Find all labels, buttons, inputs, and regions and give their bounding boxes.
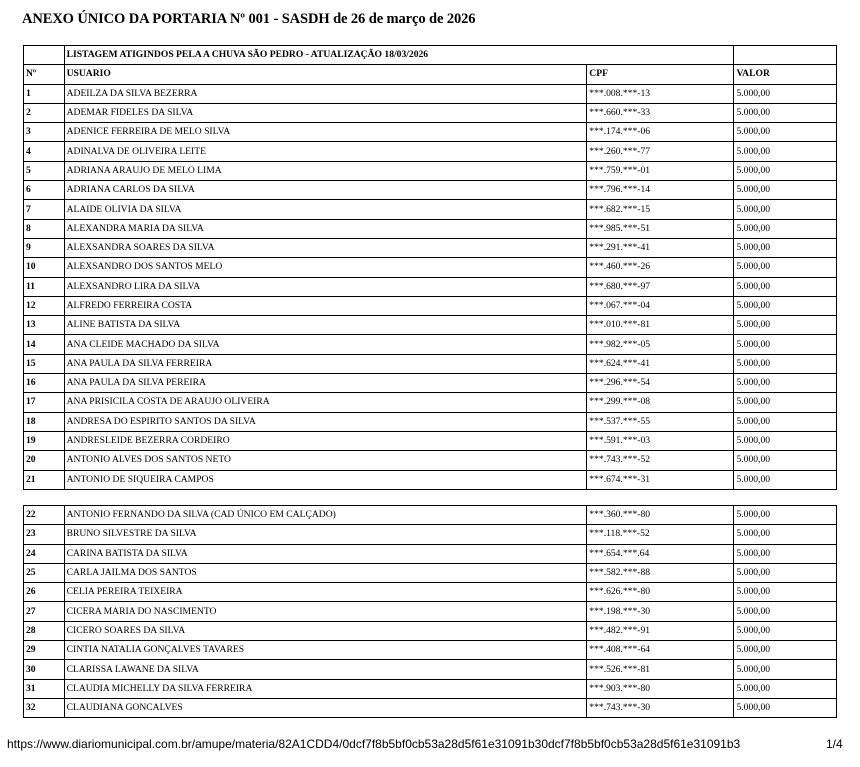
row-number: 17	[24, 393, 65, 412]
row-cpf: ***.626.***-80	[587, 583, 734, 602]
row-name: ALAIDE OLIVIA DA SILVA	[64, 200, 587, 219]
row-cpf: ***.460.***-26	[587, 258, 734, 277]
row-name: ADRIANA CARLOS DA SILVA	[64, 181, 587, 200]
row-cpf: ***.291.***-41	[587, 238, 734, 257]
row-cpf: ***.299.***-08	[587, 393, 734, 412]
column-header-value: VALOR	[734, 65, 837, 84]
row-number: 1	[24, 84, 65, 103]
column-header-row	[24, 65, 837, 84]
row-cpf: ***.982.***-05	[587, 335, 734, 354]
row-name: CICERO SOARES DA SILVA	[64, 621, 587, 640]
row-name: CARLA JAILMA DOS SANTOS	[64, 563, 587, 582]
row-value: 5.000,00	[734, 431, 837, 450]
table-row	[24, 641, 837, 660]
row-name: ANDRESA DO ESPIRITO SANTOS DA SILVA	[64, 412, 587, 431]
table-row	[24, 181, 837, 200]
row-name: ANA PRISICILA COSTA DE ARAUJO OLIVEIRA	[64, 393, 587, 412]
row-name: ANTONIO ALVES DOS SANTOS NETO	[64, 451, 587, 470]
row-value: 5.000,00	[734, 142, 837, 161]
row-value: 5.000,00	[734, 506, 837, 525]
row-name: ADINALVA DE OLIVEIRA LEITE	[64, 142, 587, 161]
row-cpf: ***.796.***-14	[587, 181, 734, 200]
row-number: 6	[24, 181, 65, 200]
row-cpf: ***.654.***.64	[587, 544, 734, 563]
row-value: 5.000,00	[734, 354, 837, 373]
table-row	[24, 277, 837, 296]
row-cpf: ***.174.***-06	[587, 123, 734, 142]
row-number: 24	[24, 544, 65, 563]
row-name: ANTONIO DE SIQUEIRA CAMPOS	[64, 470, 587, 489]
table-row	[24, 563, 837, 582]
row-cpf: ***.198.***-30	[587, 602, 734, 621]
table-row	[24, 602, 837, 621]
column-header-cpf: CPF	[587, 65, 734, 84]
table-row	[24, 412, 837, 431]
row-number: 26	[24, 583, 65, 602]
row-number: 16	[24, 374, 65, 393]
row-name: ALEXANDRA MARIA DA SILVA	[64, 219, 587, 238]
row-number: 31	[24, 679, 65, 698]
row-name: CINTIA NATALIA GONÇALVES TAVARES	[64, 641, 587, 660]
page-number: 1/4	[826, 737, 843, 751]
table-row	[24, 316, 837, 335]
row-cpf: ***.985.***-51	[587, 219, 734, 238]
document-title: ANEXO ÚNICO DA PORTARIA Nº 001 - SASDH de 26 de março de 2026	[22, 11, 476, 27]
row-cpf: ***.591.***-03	[587, 431, 734, 450]
row-value: 5.000,00	[734, 393, 837, 412]
row-number: 4	[24, 142, 65, 161]
row-number: 23	[24, 525, 65, 544]
table-row	[24, 451, 837, 470]
row-value: 5.000,00	[734, 544, 837, 563]
row-number: 20	[24, 451, 65, 470]
row-name: ANA CLEIDE MACHADO DA SILVA	[64, 335, 587, 354]
table-row	[24, 123, 837, 142]
row-value: 5.000,00	[734, 296, 837, 315]
row-cpf: ***.903.***-80	[587, 679, 734, 698]
row-number: 22	[24, 506, 65, 525]
row-number: 21	[24, 470, 65, 489]
table-row	[24, 200, 837, 219]
row-number: 32	[24, 698, 65, 717]
table-row	[24, 335, 837, 354]
row-cpf: ***.296.***-54	[587, 374, 734, 393]
row-number: 5	[24, 161, 65, 180]
row-name: ADEILZA DA SILVA BEZERRA	[64, 84, 587, 103]
row-value: 5.000,00	[734, 660, 837, 679]
row-number: 28	[24, 621, 65, 640]
row-name: ANA PAULA DA SILVA PEREIRA	[64, 374, 587, 393]
row-number: 7	[24, 200, 65, 219]
row-cpf: ***.008.***-13	[587, 84, 734, 103]
table-row	[24, 103, 837, 122]
beneficiaries-table-part1	[23, 45, 837, 490]
row-value: 5.000,00	[734, 316, 837, 335]
row-value: 5.000,00	[734, 258, 837, 277]
row-name: ANTONIO FERNANDO DA SILVA (CAD ÚNICO EM CALÇADO)	[64, 506, 587, 525]
row-number: 13	[24, 316, 65, 335]
row-value: 5.000,00	[734, 679, 837, 698]
table-row	[24, 296, 837, 315]
table-row	[24, 525, 837, 544]
row-value: 5.000,00	[734, 583, 837, 602]
row-value: 5.000,00	[734, 335, 837, 354]
table-row	[24, 142, 837, 161]
table-row	[24, 84, 837, 103]
table-row	[24, 238, 837, 257]
table-row	[24, 219, 837, 238]
row-name: ADENICE FERREIRA DE MELO SILVA	[64, 123, 587, 142]
row-value: 5.000,00	[734, 563, 837, 582]
column-header-num: Nº	[24, 65, 65, 84]
row-value: 5.000,00	[734, 123, 837, 142]
table-row	[24, 161, 837, 180]
table-row	[24, 506, 837, 525]
row-name: ALFREDO FERREIRA COSTA	[64, 296, 587, 315]
row-cpf: ***.360.***-80	[587, 506, 734, 525]
row-number: 25	[24, 563, 65, 582]
row-cpf: ***.682.***-15	[587, 200, 734, 219]
column-header-name: USUARIO	[64, 65, 587, 84]
row-name: ALEXSANDRO LIRA DA SILVA	[64, 277, 587, 296]
row-number: 14	[24, 335, 65, 354]
row-number: 29	[24, 641, 65, 660]
footer-url: https://www.diariomunicipal.com.br/amupe/materia/82A1CDD4/0dcf7f8b5bf0cb53a28d5f61e31091b30dcf7f8b5bf0cb53a28d5f61e31091b3	[7, 737, 741, 751]
table-row	[24, 354, 837, 373]
row-cpf: ***.260.***-77	[587, 142, 734, 161]
table-row	[24, 470, 837, 489]
row-name: ADRIANA ARAUJO DE MELO LIMA	[64, 161, 587, 180]
row-number: 11	[24, 277, 65, 296]
table-row	[24, 660, 837, 679]
row-value: 5.000,00	[734, 451, 837, 470]
row-cpf: ***.743.***-52	[587, 451, 734, 470]
row-cpf: ***.674.***-31	[587, 470, 734, 489]
row-value: 5.000,00	[734, 374, 837, 393]
row-value: 5.000,00	[734, 84, 837, 103]
row-number: 30	[24, 660, 65, 679]
row-name: CARINA BATISTA DA SILVA	[64, 544, 587, 563]
row-value: 5.000,00	[734, 161, 837, 180]
row-cpf: ***.408.***-64	[587, 641, 734, 660]
row-value: 5.000,00	[734, 277, 837, 296]
row-value: 5.000,00	[734, 525, 837, 544]
row-value: 5.000,00	[734, 412, 837, 431]
row-value: 5.000,00	[734, 103, 837, 122]
row-cpf: ***.759.***-01	[587, 161, 734, 180]
row-cpf: ***.526.***-81	[587, 660, 734, 679]
list-title-spacer	[24, 46, 65, 65]
row-number: 27	[24, 602, 65, 621]
row-number: 9	[24, 238, 65, 257]
row-number: 18	[24, 412, 65, 431]
table-row	[24, 679, 837, 698]
row-name: CELIA PEREIRA TEIXEIRA	[64, 583, 587, 602]
beneficiaries-table-part2	[23, 505, 837, 718]
row-value: 5.000,00	[734, 181, 837, 200]
row-number: 15	[24, 354, 65, 373]
table-row	[24, 393, 837, 412]
row-name: CICERA MARIA DO NASCIMENTO	[64, 602, 587, 621]
row-value: 5.000,00	[734, 641, 837, 660]
row-cpf: ***.624.***-41	[587, 354, 734, 373]
list-title-row	[24, 46, 837, 65]
row-value: 5.000,00	[734, 621, 837, 640]
list-title-empty-cell	[734, 46, 837, 65]
table-row	[24, 544, 837, 563]
table-row	[24, 698, 837, 717]
row-cpf: ***.680.***-97	[587, 277, 734, 296]
row-cpf: ***.582.***-88	[587, 563, 734, 582]
row-name: CLARISSA LAWANE DA SILVA	[64, 660, 587, 679]
table-row	[24, 431, 837, 450]
row-cpf: ***.660.***-33	[587, 103, 734, 122]
row-value: 5.000,00	[734, 602, 837, 621]
row-name: ADEMAR FIDELES DA SILVA	[64, 103, 587, 122]
row-value: 5.000,00	[734, 698, 837, 717]
list-title: LISTAGEM ATIGINDOS PELA A CHUVA SÃO PEDRO - ATUALIZAÇÃO 18/03/2026	[64, 46, 734, 65]
row-value: 5.000,00	[734, 200, 837, 219]
row-value: 5.000,00	[734, 238, 837, 257]
row-number: 3	[24, 123, 65, 142]
row-number: 12	[24, 296, 65, 315]
row-name: ANDRESLEIDE BEZERRA CORDEIRO	[64, 431, 587, 450]
row-cpf: ***.743.***-30	[587, 698, 734, 717]
row-name: ALINE BATISTA DA SILVA	[64, 316, 587, 335]
row-cpf: ***.537.***-55	[587, 412, 734, 431]
row-number: 2	[24, 103, 65, 122]
row-name: CLAUDIA MICHELLY DA SILVA FERREIRA	[64, 679, 587, 698]
table-row	[24, 583, 837, 602]
row-cpf: ***.067.***-04	[587, 296, 734, 315]
row-cpf: ***.482.***-91	[587, 621, 734, 640]
row-value: 5.000,00	[734, 470, 837, 489]
row-number: 19	[24, 431, 65, 450]
row-name: ALEXSANDRO DOS SANTOS MELO	[64, 258, 587, 277]
row-number: 8	[24, 219, 65, 238]
row-name: ALEXSANDRA SOARES DA SILVA	[64, 238, 587, 257]
table-row	[24, 621, 837, 640]
row-name: ANA PAULA DA SILVA FERREIRA	[64, 354, 587, 373]
row-value: 5.000,00	[734, 219, 837, 238]
table-row	[24, 258, 837, 277]
row-number: 10	[24, 258, 65, 277]
row-cpf: ***.118.***-52	[587, 525, 734, 544]
row-name: BRUNO SILVESTRE DA SILVA	[64, 525, 587, 544]
row-cpf: ***.010.***-81	[587, 316, 734, 335]
row-name: CLAUDIANA GONCALVES	[64, 698, 587, 717]
table-row	[24, 374, 837, 393]
